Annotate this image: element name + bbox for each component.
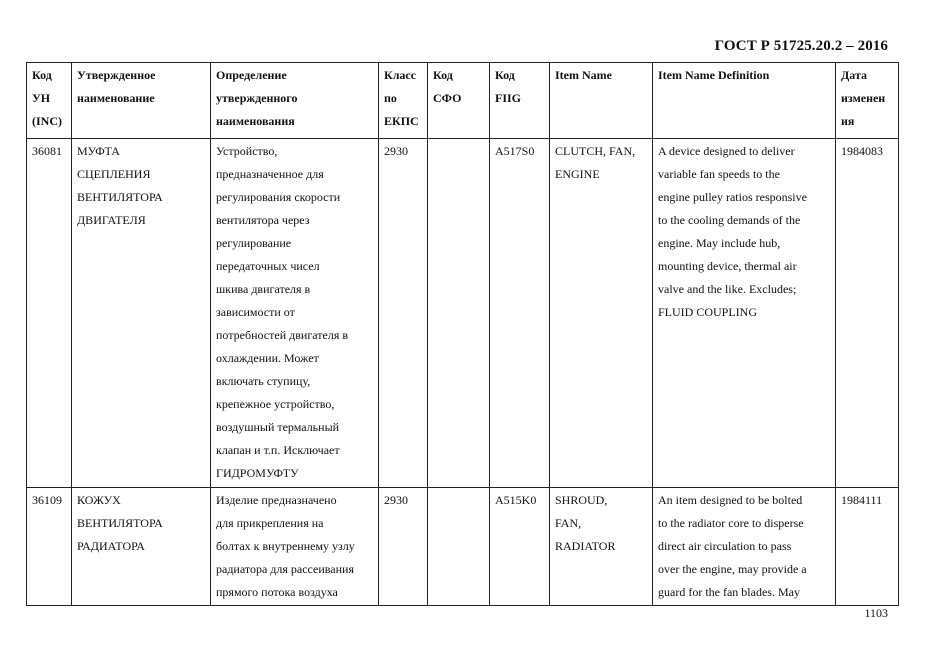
page-number: 1103 [864, 606, 888, 620]
cell-fiig-code: A515K0 [490, 488, 550, 606]
col-header-fiig-code: Код FIIG [490, 63, 550, 139]
cell-approved-name: МУФТА СЦЕПЛЕНИЯ ВЕНТИЛЯТОРА ДВИГАТЕЛЯ [72, 139, 211, 488]
cell-approved-name: КОЖУХ ВЕНТИЛЯТОРА РАДИАТОРА [72, 488, 211, 606]
table-row [27, 488, 899, 606]
col-header-item-definition: Item Name Definition [653, 63, 836, 139]
col-header-ekps-class: Класс по ЕКПС [379, 63, 428, 139]
col-header-definition: Определение утвержденного наименования [211, 63, 379, 139]
col-header-change-date: Дата изменен ия [836, 63, 899, 139]
cell-item-definition: An item designed to be bolted to the radiator core to disperse direct air circulation to pass over the engine, may provide a guard for the fan blades. May [653, 488, 836, 606]
cell-item-definition: A device designed to deliver variable fan speeds to the engine pulley ratios responsive to the cooling demands of the engine. May include hub, mounting device, thermal air valve and the like. Excludes; FLUID COUPLING [653, 139, 836, 488]
col-header-sfo-code: Код СФО [428, 63, 490, 139]
cell-definition: Устройство, предназначенное для регулирования скорости вентилятора через регулирование передаточных чисел шкива двигателя в зависимости от потребностей двигателя в охлаждении. Может включать ступицу, крепежное устройство, воздушный термальный клапан и т.п. Исключает ГИДРОМУФТУ [211, 139, 379, 488]
specification-table [26, 62, 899, 606]
cell-ekps-class: 2930 [379, 139, 428, 488]
cell-sfo-code [428, 139, 490, 488]
col-header-approved-name: Утвержденное наименование [72, 63, 211, 139]
cell-fiig-code: A517S0 [490, 139, 550, 488]
table-header-row [27, 63, 899, 139]
cell-item-name: SHROUD, FAN, RADIATOR [550, 488, 653, 606]
col-header-inc: Код УН (INC) [27, 63, 72, 139]
col-header-item-name: Item Name [550, 63, 653, 139]
standard-title: ГОСТ Р 51725.20.2 – 2016 [714, 38, 888, 54]
cell-change-date: 1984111 [836, 488, 899, 606]
cell-inc: 36109 [27, 488, 72, 606]
cell-definition: Изделие предназначено для прикрепления на болтах к внутреннему узлу радиатора для рассеивания прямого потока воздуха [211, 488, 379, 606]
table-row [27, 139, 899, 488]
cell-change-date: 1984083 [836, 139, 899, 488]
cell-item-name: CLUTCH, FAN, ENGINE [550, 139, 653, 488]
cell-sfo-code [428, 488, 490, 606]
cell-ekps-class: 2930 [379, 488, 428, 606]
cell-inc: 36081 [27, 139, 72, 488]
